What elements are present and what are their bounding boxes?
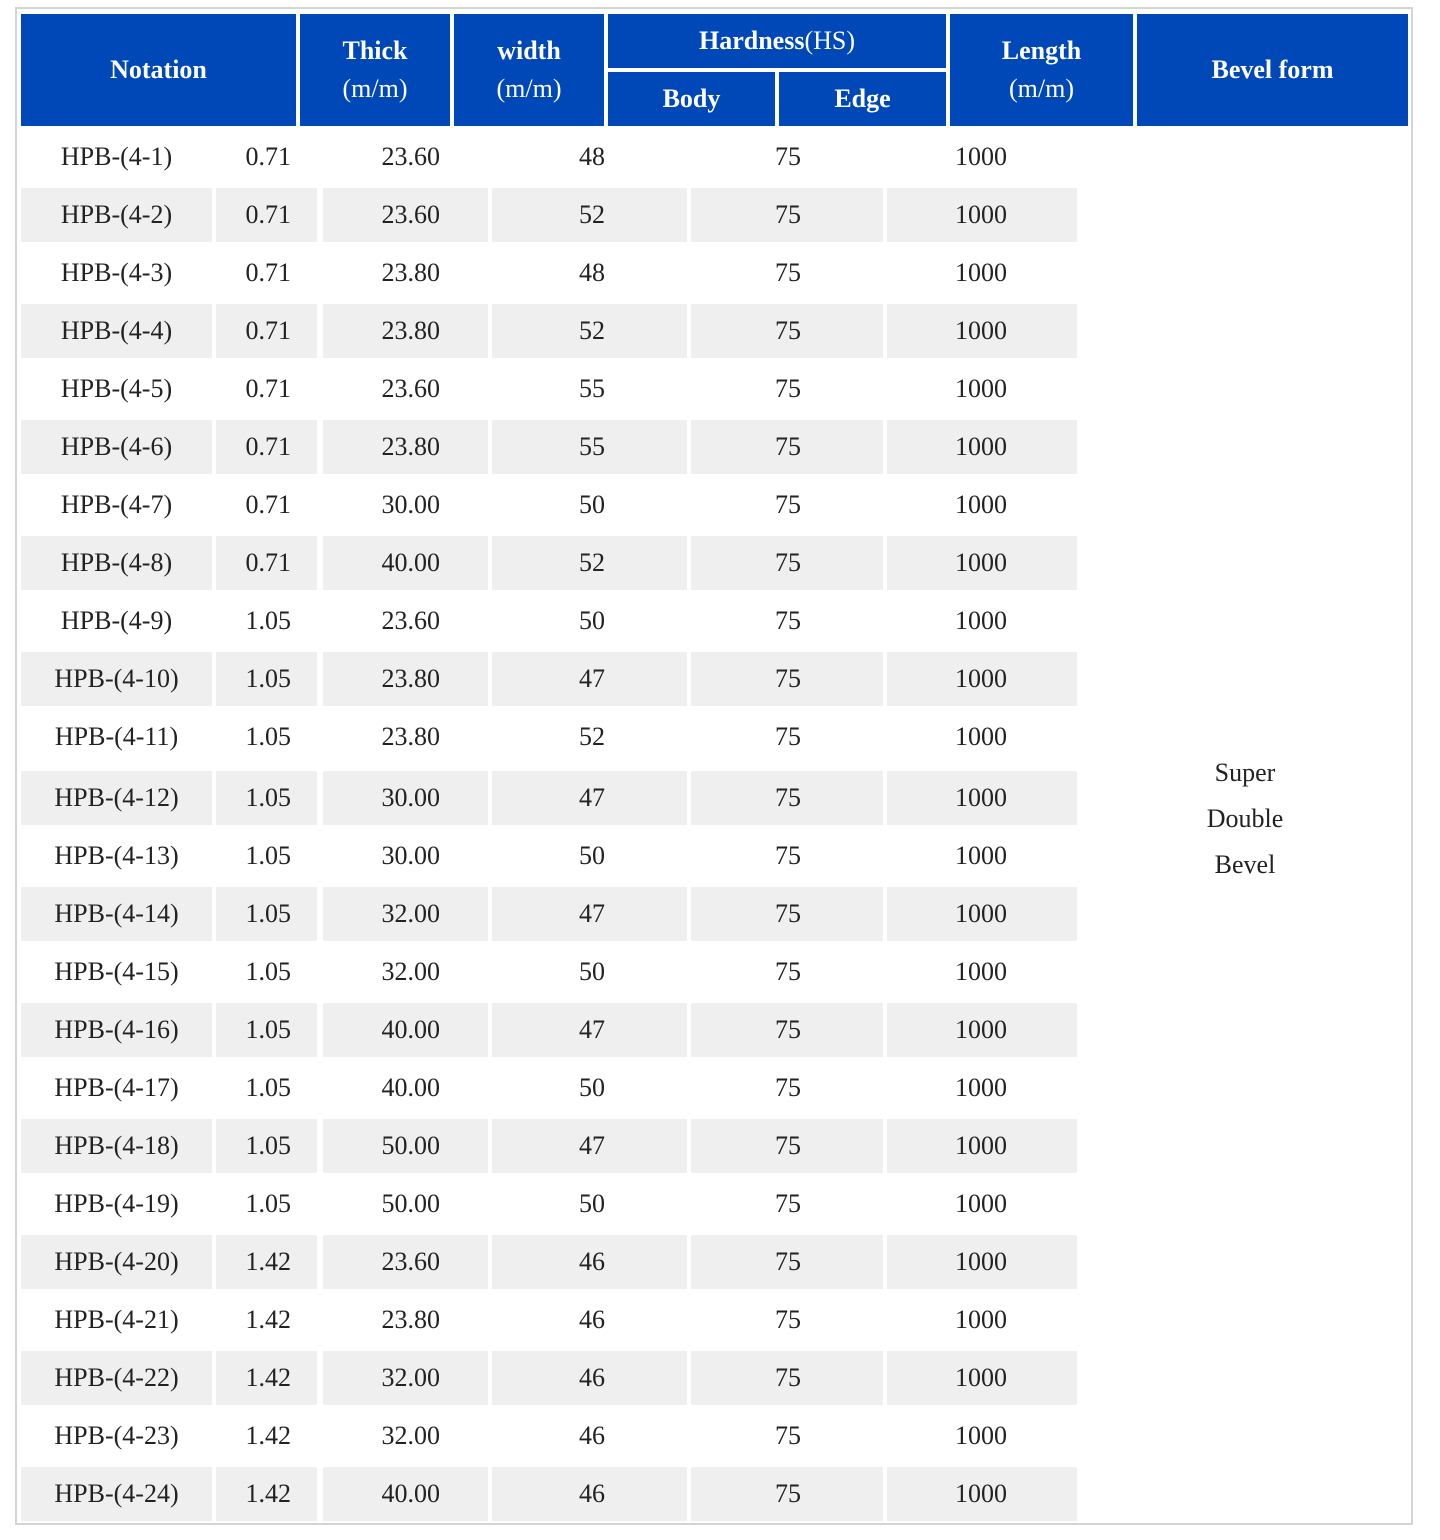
cell-thick: 32.00 bbox=[381, 1421, 440, 1450]
cell-length: 1000 bbox=[955, 957, 1007, 986]
cell-length: 1000 bbox=[887, 1467, 1077, 1521]
table-row bbox=[21, 1119, 1077, 1173]
cell-length: 1000 bbox=[955, 1421, 1007, 1450]
cell-thick: 23.60 bbox=[381, 606, 440, 635]
cell-number: 1.05 bbox=[245, 957, 291, 986]
table-row bbox=[21, 478, 1077, 532]
cell-thick: 30.00 bbox=[323, 771, 488, 825]
cell-width: 50 bbox=[579, 490, 605, 519]
cell-width: 46 bbox=[492, 1351, 687, 1405]
cell-width: 47 bbox=[492, 1003, 687, 1057]
cell-notation: HPB-(4-14) bbox=[21, 887, 212, 941]
cell-length: 1000 bbox=[887, 1003, 1077, 1057]
cell-notation: HPB-(4-6) bbox=[21, 420, 212, 474]
cell-thick: 23.80 bbox=[323, 420, 488, 474]
cell-hardness: 75 bbox=[691, 188, 883, 242]
cell-hardness: 75 bbox=[775, 1189, 801, 1218]
cell-thick: 32.00 bbox=[323, 887, 488, 941]
header-body-label: Body bbox=[662, 84, 721, 113]
cell-notation: HPB-(4-21) bbox=[54, 1305, 179, 1334]
table-row bbox=[21, 362, 1077, 416]
cell-hardness: 75 bbox=[775, 490, 801, 519]
cell-length: 1000 bbox=[887, 420, 1077, 474]
cell-thick: 23.80 bbox=[381, 1305, 440, 1334]
cell-number: 0.71 bbox=[245, 142, 291, 171]
cell-length: 1000 bbox=[887, 771, 1077, 825]
cell-length: 1000 bbox=[955, 1073, 1007, 1102]
cell-width: 55 bbox=[492, 420, 687, 474]
cell-notation: HPB-(4-4) bbox=[21, 304, 212, 358]
cell-number: 1.42 bbox=[216, 1467, 317, 1521]
cell-length: 1000 bbox=[887, 1119, 1077, 1173]
header-hardness bbox=[608, 14, 946, 68]
table-row bbox=[21, 1409, 1077, 1463]
header-hardness-unit: (HS) bbox=[804, 26, 856, 55]
table-row bbox=[21, 246, 1077, 300]
bevel-form-line: Double bbox=[1206, 804, 1284, 833]
cell-hardness: 75 bbox=[691, 1003, 883, 1057]
cell-width: 46 bbox=[492, 1235, 687, 1289]
cell-thick: 32.00 bbox=[381, 957, 440, 986]
cell-thick: 50.00 bbox=[323, 1119, 488, 1173]
table-row bbox=[21, 304, 1077, 358]
header-length-unit: (m/m) bbox=[1009, 74, 1074, 103]
table-row bbox=[21, 652, 1077, 706]
cell-notation: HPB-(4-11) bbox=[54, 722, 179, 751]
cell-hardness: 75 bbox=[775, 841, 801, 870]
cell-notation: HPB-(4-8) bbox=[21, 536, 212, 590]
cell-hardness: 75 bbox=[691, 420, 883, 474]
cell-thick: 40.00 bbox=[323, 536, 488, 590]
cell-number: 1.05 bbox=[216, 652, 317, 706]
table-row bbox=[21, 710, 1077, 764]
cell-width: 46 bbox=[579, 1305, 605, 1334]
cell-hardness: 75 bbox=[775, 606, 801, 635]
cell-length: 1000 bbox=[955, 1305, 1007, 1334]
cell-thick: 32.00 bbox=[323, 1351, 488, 1405]
cell-width: 50 bbox=[579, 1073, 605, 1102]
cell-length: 1000 bbox=[955, 841, 1007, 870]
cell-notation: HPB-(4-3) bbox=[60, 258, 173, 287]
table-row bbox=[21, 594, 1077, 648]
table-row bbox=[21, 130, 1077, 184]
cell-length: 1000 bbox=[955, 374, 1007, 403]
cell-width: 47 bbox=[492, 1119, 687, 1173]
header-notation bbox=[21, 14, 296, 126]
cell-thick: 23.80 bbox=[323, 652, 488, 706]
cell-length: 1000 bbox=[887, 1351, 1077, 1405]
cell-width: 50 bbox=[579, 1189, 605, 1218]
header-edge bbox=[779, 72, 946, 126]
cell-length: 1000 bbox=[955, 1189, 1007, 1218]
header-length bbox=[950, 14, 1133, 126]
cell-thick: 23.80 bbox=[323, 304, 488, 358]
cell-hardness: 75 bbox=[691, 1351, 883, 1405]
header-width-unit: (m/m) bbox=[496, 74, 562, 103]
cell-length: 1000 bbox=[887, 1235, 1077, 1289]
cell-notation: HPB-(4-9) bbox=[60, 606, 173, 635]
table-row bbox=[21, 1061, 1077, 1115]
cell-hardness: 75 bbox=[775, 957, 801, 986]
cell-number: 1.05 bbox=[245, 606, 291, 635]
header-body bbox=[608, 72, 775, 126]
table-row bbox=[21, 420, 1077, 474]
cell-thick: 23.60 bbox=[323, 188, 488, 242]
cell-notation: HPB-(4-24) bbox=[21, 1467, 212, 1521]
cell-number: 0.71 bbox=[216, 188, 317, 242]
header-length-label: Length bbox=[1001, 36, 1082, 65]
cell-number: 0.71 bbox=[245, 374, 291, 403]
cell-notation: HPB-(4-13) bbox=[54, 841, 179, 870]
header-notation-label: Notation bbox=[110, 55, 207, 84]
cell-width: 47 bbox=[492, 887, 687, 941]
cell-number: 1.05 bbox=[245, 1073, 291, 1102]
header-edge-label: Edge bbox=[834, 84, 891, 113]
cell-length: 1000 bbox=[887, 304, 1077, 358]
cell-length: 1000 bbox=[955, 490, 1007, 519]
cell-thick: 40.00 bbox=[323, 1003, 488, 1057]
cell-width: 47 bbox=[492, 771, 687, 825]
cell-hardness: 75 bbox=[775, 258, 801, 287]
cell-number: 1.42 bbox=[216, 1351, 317, 1405]
cell-width: 50 bbox=[579, 841, 605, 870]
header-thick-unit: (m/m) bbox=[342, 74, 408, 103]
cell-number: 0.71 bbox=[216, 304, 317, 358]
cell-width: 48 bbox=[579, 258, 605, 287]
table-row bbox=[21, 887, 1077, 941]
cell-length: 1000 bbox=[887, 536, 1077, 590]
cell-number: 1.42 bbox=[216, 1235, 317, 1289]
cell-notation: HPB-(4-15) bbox=[54, 957, 179, 986]
cell-width: 48 bbox=[579, 142, 605, 171]
bevel-form-cell bbox=[1090, 750, 1400, 888]
cell-hardness: 75 bbox=[775, 1305, 801, 1334]
cell-hardness: 75 bbox=[775, 142, 801, 171]
cell-width: 47 bbox=[492, 652, 687, 706]
header-width bbox=[454, 14, 604, 126]
cell-number: 1.05 bbox=[245, 722, 291, 751]
cell-width: 55 bbox=[579, 374, 605, 403]
cell-hardness: 75 bbox=[691, 771, 883, 825]
header-thick bbox=[300, 14, 450, 126]
cell-thick: 23.60 bbox=[381, 142, 440, 171]
header-bevel-form-label: Bevel form bbox=[1211, 55, 1334, 84]
cell-number: 1.05 bbox=[216, 887, 317, 941]
table-row bbox=[21, 1293, 1077, 1347]
cell-notation: HPB-(4-10) bbox=[21, 652, 212, 706]
bevel-form-line: Bevel bbox=[1214, 850, 1276, 879]
cell-number: 0.71 bbox=[216, 420, 317, 474]
cell-length: 1000 bbox=[955, 258, 1007, 287]
cell-width: 52 bbox=[579, 722, 605, 751]
cell-thick: 40.00 bbox=[323, 1467, 488, 1521]
cell-width: 46 bbox=[492, 1467, 687, 1521]
cell-length: 1000 bbox=[887, 188, 1077, 242]
cell-number: 1.05 bbox=[216, 1119, 317, 1173]
cell-thick: 30.00 bbox=[381, 841, 440, 870]
cell-thick: 23.80 bbox=[381, 722, 440, 751]
cell-length: 1000 bbox=[955, 606, 1007, 635]
cell-hardness: 75 bbox=[691, 1119, 883, 1173]
cell-notation: HPB-(4-12) bbox=[21, 771, 212, 825]
cell-number: 1.05 bbox=[245, 841, 291, 870]
cell-notation: HPB-(4-1) bbox=[60, 142, 173, 171]
cell-width: 52 bbox=[492, 304, 687, 358]
cell-notation: HPB-(4-17) bbox=[54, 1073, 179, 1102]
header-bevel-form bbox=[1137, 14, 1408, 126]
cell-notation: HPB-(4-5) bbox=[60, 374, 173, 403]
cell-hardness: 75 bbox=[691, 652, 883, 706]
cell-notation: HPB-(4-7) bbox=[60, 490, 173, 519]
cell-number: 0.71 bbox=[216, 536, 317, 590]
table-row bbox=[21, 1351, 1077, 1405]
cell-number: 1.42 bbox=[245, 1421, 291, 1450]
cell-length: 1000 bbox=[887, 652, 1077, 706]
cell-length: 1000 bbox=[955, 722, 1007, 751]
cell-length: 1000 bbox=[887, 887, 1077, 941]
cell-number: 1.42 bbox=[245, 1305, 291, 1334]
table-row bbox=[21, 1003, 1077, 1057]
cell-number: 0.71 bbox=[245, 490, 291, 519]
cell-hardness: 75 bbox=[775, 1421, 801, 1450]
cell-thick: 23.60 bbox=[381, 374, 440, 403]
table-row bbox=[21, 829, 1077, 883]
cell-width: 52 bbox=[492, 536, 687, 590]
cell-notation: HPB-(4-16) bbox=[21, 1003, 212, 1057]
cell-hardness: 75 bbox=[691, 1467, 883, 1521]
cell-thick: 23.60 bbox=[323, 1235, 488, 1289]
table-row bbox=[21, 945, 1077, 999]
cell-thick: 40.00 bbox=[381, 1073, 440, 1102]
cell-width: 46 bbox=[579, 1421, 605, 1450]
cell-thick: 30.00 bbox=[381, 490, 440, 519]
header-width-label: width bbox=[497, 36, 561, 65]
bevel-form-line: Super bbox=[1214, 758, 1276, 787]
cell-width: 50 bbox=[579, 957, 605, 986]
table-row bbox=[21, 771, 1077, 825]
cell-notation: HPB-(4-23) bbox=[54, 1421, 179, 1450]
cell-hardness: 75 bbox=[691, 304, 883, 358]
cell-hardness: 75 bbox=[775, 374, 801, 403]
table-row bbox=[21, 1235, 1077, 1289]
cell-number: 1.05 bbox=[216, 771, 317, 825]
table-row bbox=[21, 1177, 1077, 1231]
cell-notation: HPB-(4-20) bbox=[21, 1235, 212, 1289]
cell-number: 0.71 bbox=[245, 258, 291, 287]
cell-thick: 23.80 bbox=[381, 258, 440, 287]
cell-hardness: 75 bbox=[691, 887, 883, 941]
cell-width: 50 bbox=[579, 606, 605, 635]
cell-thick: 50.00 bbox=[381, 1189, 440, 1218]
cell-number: 1.05 bbox=[245, 1189, 291, 1218]
table-row bbox=[21, 188, 1077, 242]
cell-length: 1000 bbox=[955, 142, 1007, 171]
cell-notation: HPB-(4-22) bbox=[21, 1351, 212, 1405]
cell-hardness: 75 bbox=[775, 1073, 801, 1102]
cell-width: 52 bbox=[492, 188, 687, 242]
header-hardness-label: Hardness bbox=[698, 26, 805, 55]
header-thick-label: Thick bbox=[342, 36, 408, 65]
cell-notation: HPB-(4-18) bbox=[21, 1119, 212, 1173]
cell-notation: HPB-(4-2) bbox=[21, 188, 212, 242]
table-row bbox=[21, 536, 1077, 590]
cell-hardness: 75 bbox=[691, 536, 883, 590]
cell-hardness: 75 bbox=[691, 1235, 883, 1289]
cell-notation: HPB-(4-19) bbox=[54, 1189, 179, 1218]
cell-hardness: 75 bbox=[775, 722, 801, 751]
cell-number: 1.05 bbox=[216, 1003, 317, 1057]
table-row bbox=[21, 1467, 1077, 1521]
